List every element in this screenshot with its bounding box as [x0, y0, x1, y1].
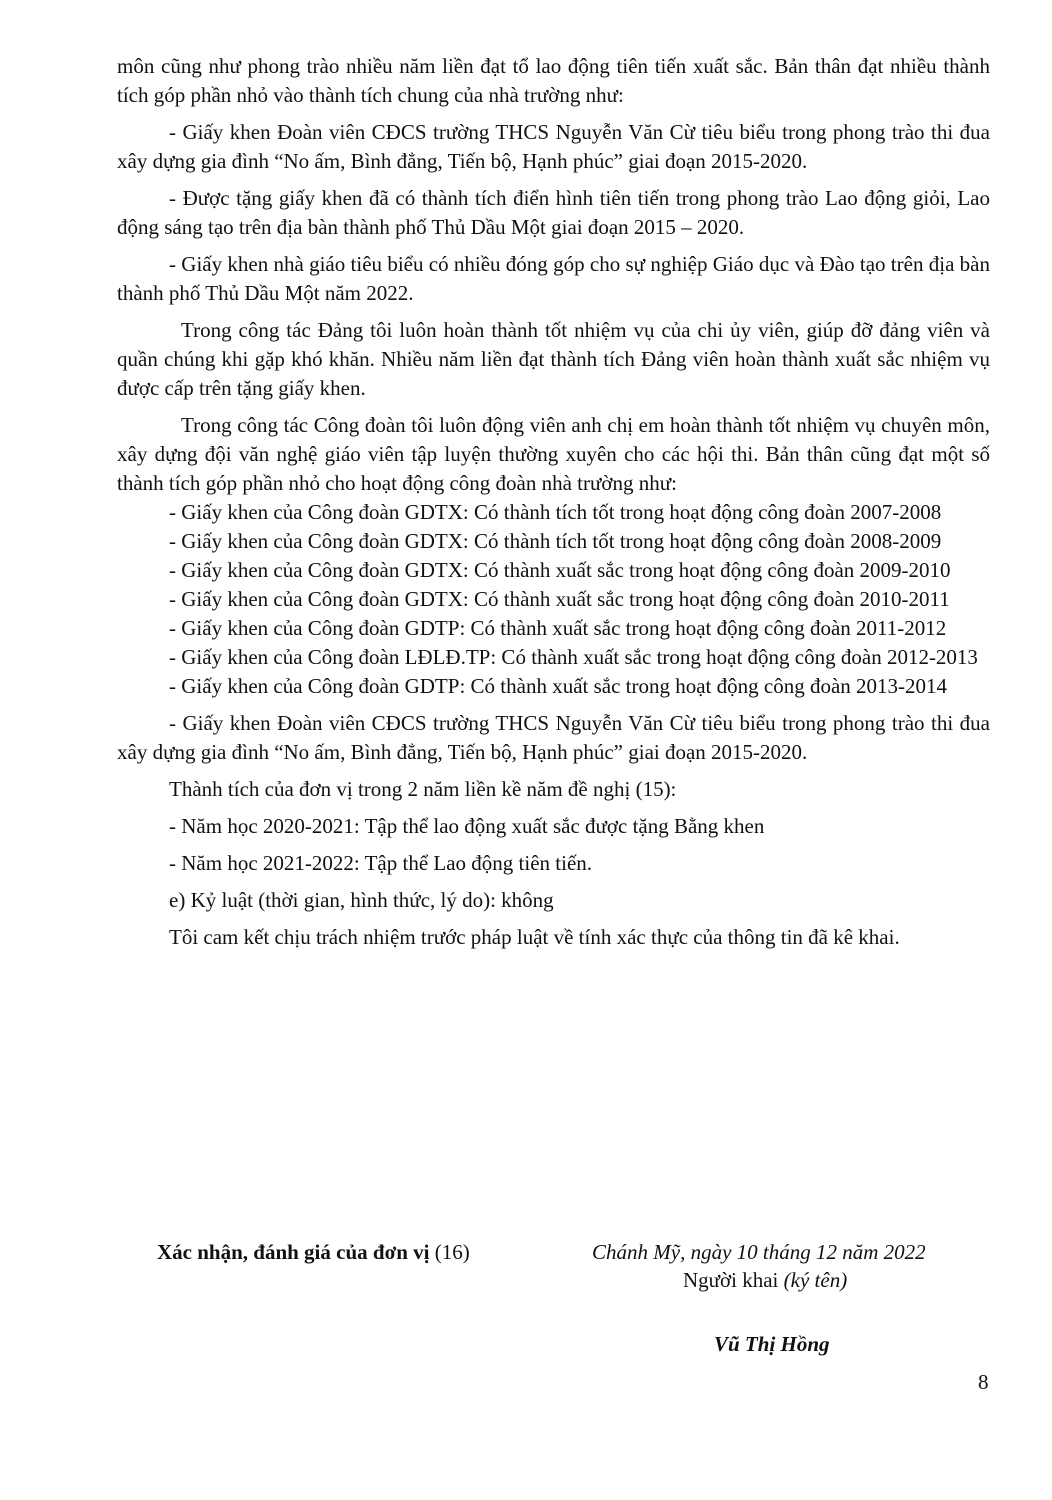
document-body [117, 52, 990, 952]
page-number: 8 [978, 1370, 989, 1394]
paragraph: Trong công tác Công đoàn tôi luôn động viên anh chị em hoàn thành tốt nhiệm vụ chuyên môn, xây dựng đội văn nghệ giáo viên tập luyện thường xuyên cho các hội thi. Bản thân cũng đạt một số thành tích góp phần nhỏ cho hoạt động công đoàn nhà trường như: [117, 413, 990, 495]
signature-block [117, 1240, 990, 1360]
paragraph: - Giấy khen Đoàn viên CĐCS trường THCS Nguyễn Văn Cừ tiêu biểu trong phong trào thi đua xây dựng gia đình “No ấm, Bình đẳng, Tiến bộ, Hạnh phúc” giai đoạn 2015-2020. [117, 711, 990, 764]
paragraph: - Giấy khen nhà giáo tiêu biểu có nhiều đóng góp cho sự nghiệp Giáo dục và Đào tạo trên địa bàn thành phố Thủ Dầu Một năm 2022. [117, 252, 990, 305]
paragraph: Trong công tác Đảng tôi luôn hoàn thành tốt nhiệm vụ của chi ủy viên, giúp đỡ đảng viên và quần chúng khi gặp khó khăn. Nhiều năm liền đạt thành tích Đảng viên hoàn thành xuất sắc nhiệm vụ được cấp trên tặng giấy khen. [117, 318, 990, 400]
unit-confirmation-ref: (16) [429, 1240, 470, 1264]
paragraph: - Giấy khen của Công đoàn LĐLĐ.TP: Có thành xuất sắc trong hoạt động công đoàn 2012-2013 [169, 645, 978, 669]
unit-confirmation [157, 1240, 470, 1265]
paragraph: - Năm học 2021-2022: Tập thể Lao động tiên tiến. [169, 851, 593, 875]
paragraph: Tôi cam kết chịu trách nhiệm trước pháp luật về tính xác thực của thông tin đã kê khai. [169, 925, 900, 949]
signing-date: Chánh Mỹ, ngày 10 tháng 12 năm 2022 [592, 1240, 926, 1264]
declarant-label: Người khai [683, 1268, 784, 1292]
paragraph: - Giấy khen của Công đoàn GDTX: Có thành xuất sắc trong hoạt động công đoàn 2009-2010 [169, 558, 951, 582]
paragraph: - Giấy khen của Công đoàn GDTX: Có thành xuất sắc trong hoạt động công đoàn 2010-2011 [169, 587, 950, 611]
declarant-sign-note: (ký tên) [783, 1268, 848, 1292]
unit-confirmation-label: Xác nhận, đánh giá của đơn vị [157, 1240, 430, 1264]
paragraph: - Giấy khen của Công đoàn GDTP: Có thành xuất sắc trong hoạt động công đoàn 2013-2014 [169, 674, 948, 698]
paragraph: môn cũng như phong trào nhiều năm liền đạt tổ lao động tiên tiến xuất sắc. Bản thân đạt nhiều thành tích góp phần nhỏ vào thành tích chung của nhà trường như: [117, 54, 990, 107]
paragraph: - Giấy khen của Công đoàn GDTP: Có thành xuất sắc trong hoạt động công đoàn 2011-2012 [169, 616, 947, 640]
paragraph: - Giấy khen của Công đoàn GDTX: Có thành tích tốt trong hoạt động công đoàn 2008-2009 [169, 529, 942, 553]
paragraph: - Giấy khen của Công đoàn GDTX: Có thành tích tốt trong hoạt động công đoàn 2007-2008 [169, 500, 942, 524]
paragraph: e) Kỷ luật (thời gian, hình thức, lý do): không [169, 888, 554, 912]
paragraph: - Năm học 2020-2021: Tập thể lao động xuất sắc được tặng Bằng khen [169, 814, 765, 838]
paragraph: Thành tích của đơn vị trong 2 năm liền kề năm đề nghị (15): [169, 777, 677, 801]
declarant-role [683, 1268, 847, 1293]
paragraph: - Được tặng giấy khen đã có thành tích điển hình tiên tiến trong phong trào Lao động giỏi, Lao động sáng tạo trên địa bàn thành phố Thủ Dầu Một giai đoạn 2015 – 2020. [117, 186, 990, 239]
declarant-name: Vũ Thị Hồng [714, 1332, 830, 1356]
paragraph: - Giấy khen Đoàn viên CĐCS trường THCS Nguyễn Văn Cừ tiêu biểu trong phong trào thi đua xây dựng gia đình “No ấm, Bình đẳng, Tiến bộ, Hạnh phúc” giai đoạn 2015-2020. [117, 120, 990, 173]
